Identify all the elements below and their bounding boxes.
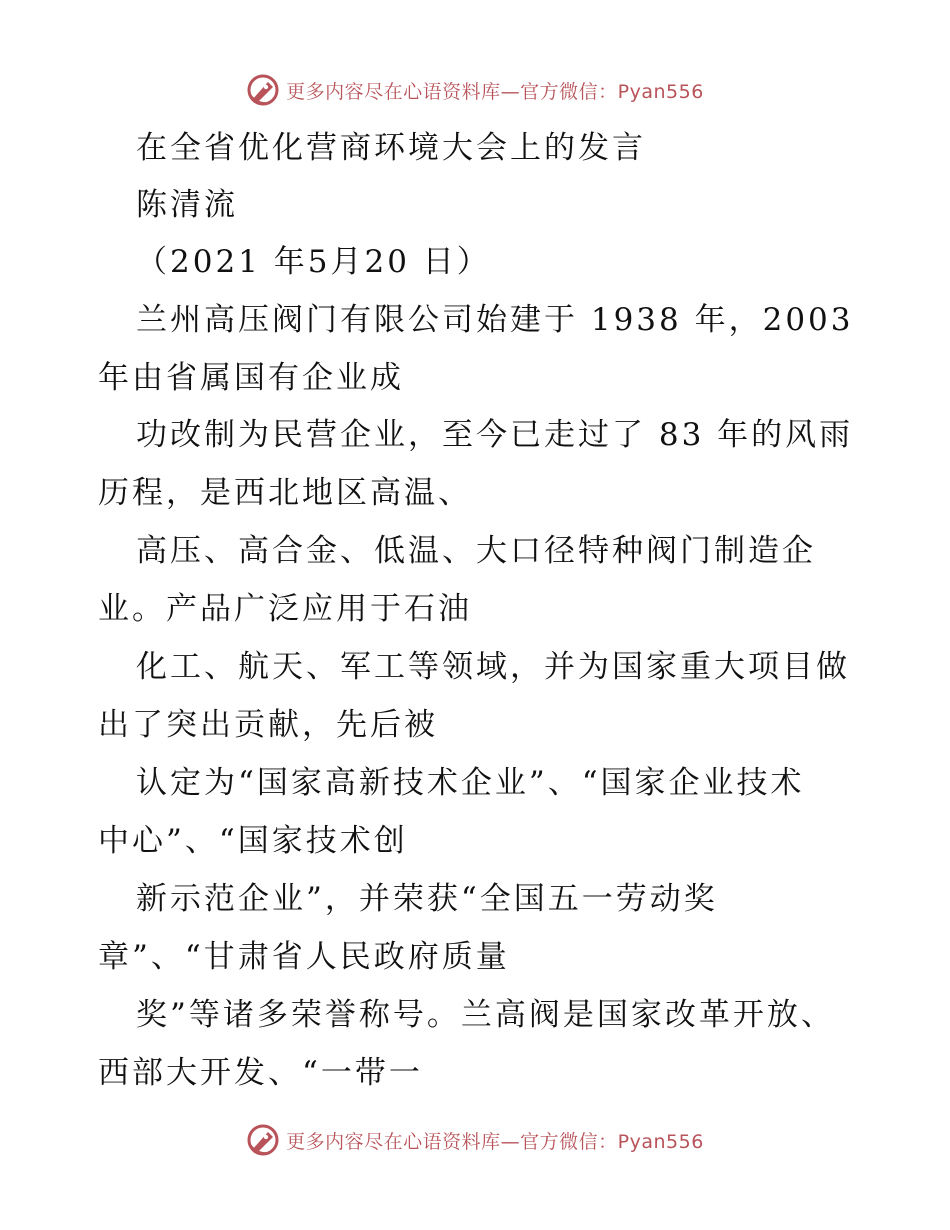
paragraph-line: 章”、“甘肃省人民政府质量 [98, 939, 510, 975]
header-banner-text: 更多内容尽在心语资料库—官方微信：Pyan556 [286, 80, 704, 103]
paragraph-line: 历程，是西北地区高温、 [98, 475, 472, 511]
paragraph-line: 兰州高压阀门有限公司始建于 1938 年，2003 [136, 302, 854, 338]
document-author: 陈清流 [136, 187, 238, 223]
paragraph-line: 中心”、“国家技术创 [98, 823, 408, 859]
document-date: （2021 年5月20 日） [136, 244, 491, 280]
footer-banner [0, 1120, 950, 1160]
paragraph-line: 出了突出贡献，先后被 [98, 707, 438, 743]
paragraph-line: 奖”等诸多荣誉称号。兰高阀是国家改革开放、 [136, 997, 835, 1033]
pen-nib-logo-icon [246, 73, 280, 107]
footer-banner-text: 更多内容尽在心语资料库—官方微信：Pyan556 [286, 1130, 704, 1153]
document-title: 在全省优化营商环境大会上的发言 [136, 130, 646, 166]
paragraph-line: 新示范企业”，并荣获“全国五一劳动奖 [136, 881, 718, 917]
paragraph-line: 高压、高合金、低温、大口径特种阀门制造企 [136, 533, 816, 569]
paragraph-line: 认定为“国家高新技术企业”、“国家企业技术 [136, 765, 805, 801]
footer-banner-content [246, 1123, 704, 1157]
header-banner [0, 70, 950, 110]
paragraph-line: 化工、航天、军工等领域，并为国家重大项目做 [136, 649, 850, 685]
pen-nib-logo-icon [246, 1123, 280, 1157]
paragraph-line: 业。产品广泛应用于石油 [98, 591, 472, 627]
paragraph-line: 西部大开发、“一带一 [98, 1055, 423, 1091]
header-banner-content [246, 73, 704, 107]
paragraph-line: 年由省属国有企业成 [98, 360, 404, 396]
paragraph-line: 功改制为民营企业，至今已走过了 83 年的风雨 [136, 417, 854, 453]
